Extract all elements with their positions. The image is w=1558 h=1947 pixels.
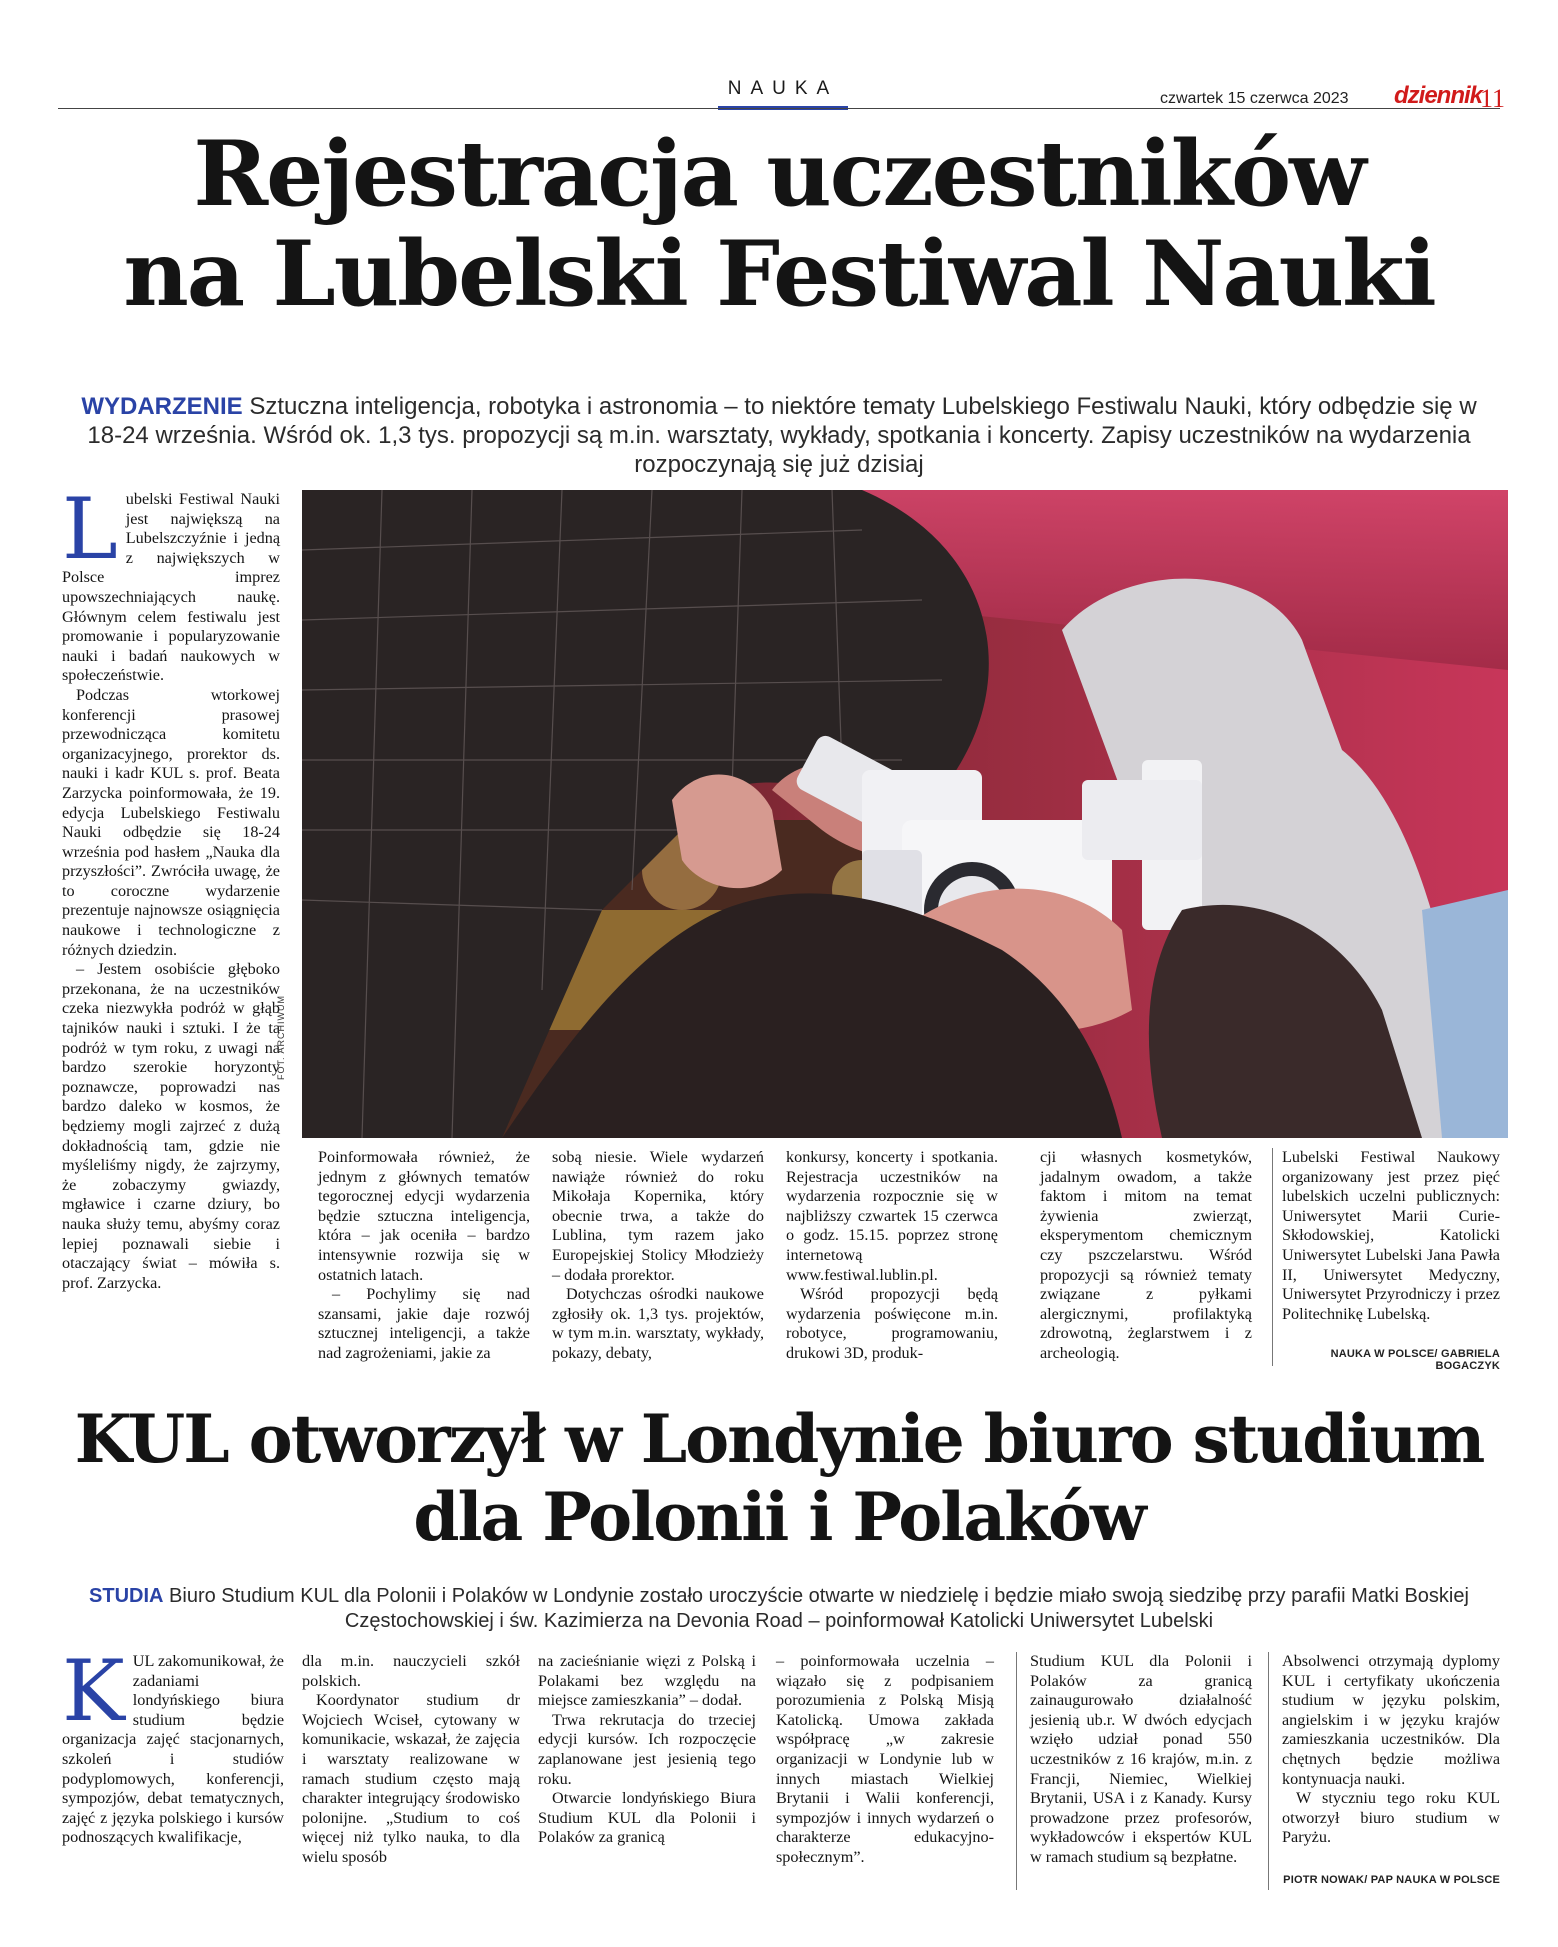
paragraph: Poinformowała również, że jednym z głównych tematów tegorocznej edycji wydarzenia będzie sztuczna inteligencja, która – jak oceniła – bardzo intensywnie rozwija się w ostatnich latach.	[318, 1148, 530, 1284]
newspaper-logo: dziennik	[1394, 82, 1483, 109]
paragraph: na zacieśnianie więzi z Polską i Polakami bez względu na miejsce zamieszkania” – dodał.	[538, 1652, 756, 1710]
article1-col2	[318, 1148, 530, 1364]
paragraph: Lubelski Festiwal Naukowy organizowany jest przez pięć lubelskich uczelni publicznych: Uniwersytet Marii Curie-Skłodowskiej, Katolicki Uniwersytet Lubelski Jana Pawła II, Uniwersytet Medyczny, Uniwersytet Przyrodniczy i przez Politechnikę Lubelską.	[1282, 1148, 1500, 1323]
paragraph: UL zakomunikował, że zadaniami londyńskiego biura studium będzie organizacja zajęć stacjonarnych, szkoleń i studiów podyplomowych, konferencji, sympozjów, debat tematycznych, zajęć z języka polskiego i kursów podnoszących kwalifikacje,	[62, 1652, 284, 1847]
lead-text: Sztuczna inteligencja, robotyka i astronomia – to niektóre tematy Lubelskiego Festiwalu Nauki, który odbędzie się w 18-24 września. Wśród ok. 1,3 tys. propozycji są m.in. warsztaty, wykłady, spotkania i koncerty. Zapisy uczestników na wydarzenia rozpoczynają się już dzisiaj	[87, 393, 1477, 478]
headline-line-1: Rejestracja uczestników	[193, 121, 1365, 227]
kicker: WYDARZENIE	[81, 393, 243, 420]
paragraph: – poinformowała uczelnia – wiązało się z podpisaniem porozumienia z Polską Misją Katolicką. Umowa zakłada współpracę „w zakresie organizacji w Londynie lub w innych miastach Wielkiej Brytanii i Walii konferencji, sympozjów i innych wydarzeń o charakterze edukacyjno-społecznym”.	[776, 1652, 994, 1866]
article2-headline	[40, 1400, 1518, 1556]
paragraph: Studium KUL dla Polonii i Polaków za granicą zainaugurowało działalność jesienią ub.r. W dwóch edycjach wzięło udział ponad 550 uczestników z 16 krajów, m.in. z Francji, Niemiec, Wielkiej Brytanii, USA i z Kanady. Kursy prowadzone przez profesorów, wykładowców i ekspertów KUL w ramach studium są bezpłatne.	[1030, 1652, 1252, 1866]
article1-col4	[786, 1148, 998, 1364]
article2-col3	[538, 1652, 756, 1848]
paragraph: Absolwenci otrzymają dyplomy KUL i certyfikaty ukończenia studium w języku polskim, angielskim i w języku krajów zamieszkania uczestników. Dla chętnych będzie możliwa kontynuacja nauki.	[1282, 1652, 1500, 1788]
kicker: STUDIA	[89, 1585, 164, 1607]
paragraph: dla m.in. nauczycieli szkół polskich.	[302, 1652, 520, 1690]
paragraph: W styczniu tego roku KUL otworzył biuro studium w Paryżu.	[1282, 1789, 1500, 1847]
section-label: NAUKA	[727, 78, 839, 99]
article2-col2	[302, 1652, 520, 1868]
issue-date: czwartek 15 czerwca 2023	[1160, 90, 1349, 107]
article2-col5	[1030, 1652, 1252, 1868]
column-rule	[1016, 1652, 1017, 1890]
paragraph: Otwarcie londyńskiego Biura Studium KUL dla Polonii i Polaków za granicą	[538, 1789, 756, 1847]
paragraph: – Pochylimy się nad szansami, jakie daje rozwój sztucznej inteligencji, a także nad zagrożeniami, jakie za	[318, 1285, 530, 1362]
article2-lead	[62, 1584, 1496, 1634]
lead-text: Biuro Studium KUL dla Polonii i Polaków w Londynie zostało uroczyście otwarte w niedzielę i będzie miało swoją siedzibę przy parafii Matki Boskiej Częstochowskiej i św. Kazimierza na Devonia Road – poinformował Katolicki Uniwersytet Lubelski	[163, 1585, 1469, 1632]
headline-line-2: na Lubelski Festiwal Nauki	[123, 221, 1435, 327]
article1-col3	[552, 1148, 764, 1364]
article1-col6	[1282, 1148, 1500, 1324]
paragraph: Trwa rekrutacja do trzeciej edycji kursów. Ich rozpoczęcie zaplanowane jest jesienią tego roku.	[538, 1710, 756, 1788]
drop-cap: L	[62, 480, 118, 578]
article-photo	[302, 490, 1508, 1138]
headline-line-1: KUL otworzył w Londynie biuro studium	[74, 1400, 1484, 1478]
paragraph: konkursy, koncerty i spotkania. Rejestracja uczestników na wydarzenia rozpocznie się w najbliższy czwartek 15 czerwca o godz. 15.15. poprzez stronę internetową www.festiwal.lublin.pl.	[786, 1148, 998, 1284]
paragraph: – Jestem osobiście głęboko przekonana, że na uczestników czeka niezwykła podróż w głąb tajników nauki i sztuki. I że ta podróż w tym roku, z uwagi na bardzo szerokie horyzonty poznawcze, poprowadzi nas bardzo daleko w kosmos, że będziemy mogli zajrzeć z dużą dokładnością tam, gdzie nie myśleliśmy nigdy, że zajrzymy, że zobaczymy gwiazdy, mgławice i czarne dziury, bo nauka służy temu, abyśmy coraz lepiej poznawali siebie i otaczający świat – mówiła s. prof. Zarzycka.	[62, 960, 280, 1292]
paragraph: ubelski Festiwal Nauki jest największą na Lubelszczyźnie i jedną z największych w Polsce imprez upowszechniających naukę. Głównym celem festiwalu jest promowanie i popularyzowanie nauki i badań naukowych w społeczeństwie.	[62, 490, 280, 685]
column-rule	[1272, 1148, 1273, 1366]
paragraph: Podczas wtorkowej konferencji prasowej przewodnicząca komitetu organizacyjnego, prorektor ds. nauki i kadr KUL s. prof. Beata Zarzycka poinformowała, że 19. edycja Lubelskiego Festiwalu Nauki odbędzie się 18-24 września pod hasłem „Nauka dla przyszłości”. Zwróciła uwagę, że to coroczne wydarzenie prezentuje najnowsze osiągnięcia naukowe i technologiczne z różnych dziedzin.	[62, 685, 280, 959]
paragraph: sobą niesie. Wiele wydarzeń nawiąże również do roku Mikołaja Kopernika, który obecnie trwa, a także do Lublina, tym razem jako Europejskiej Stolicy Młodzieży – dodała prorektor.	[552, 1148, 764, 1284]
drop-cap: K	[62, 1642, 125, 1740]
headline-line-2: dla Polonii i Polaków	[413, 1478, 1145, 1556]
paragraph: cji własnych kosmetyków, jadalnym owadom, a także faktom i mitom na temat żywienia zwierząt, eksperymentom chemicznym czy pszczelarstwu. Wśród propozycji są również tematy związane z pyłkami alergicznymi, profilaktyką zdrowotną, żeglarstwem i z archeologią.	[1040, 1148, 1252, 1362]
article1-col5	[1040, 1148, 1252, 1364]
paragraph: Koordynator studium dr Wojciech Wciseł, cytowany w komunikacie, wskazał, że zajęcia i warsztaty realizowane w ramach studium często mają charakter integrujący środowisko polonijne. „Studium to coś więcej niż tylko nauka, to dla wielu sposób	[302, 1691, 520, 1866]
article2-col1	[62, 1642, 284, 1848]
article2-col6	[1282, 1652, 1500, 1848]
paragraph: Wśród propozycji będą wydarzenia poświęcone m.in. robotyce, programowaniu, drukowi 3D, produk-	[786, 1285, 998, 1362]
article2-credit: PIOTR NOWAK/ PAP NAUKA W POLSCE	[1283, 1874, 1500, 1886]
microscope-photo-illustration	[302, 490, 1508, 1138]
article1-col1	[62, 480, 280, 1293]
article1-headline	[40, 121, 1518, 327]
paragraph: Dotychczas ośrodki naukowe zgłosiły ok. 1,3 tys. projektów, w tym m.in. warsztaty, wykłady, pokazy, debaty,	[552, 1285, 764, 1362]
page-number: 11	[1480, 84, 1506, 113]
photo-credit: FOT. ARCHIWUM	[276, 995, 286, 1080]
header-rule	[58, 108, 1500, 109]
column-rule	[1268, 1652, 1269, 1890]
article2-col4	[776, 1652, 994, 1868]
article1-lead	[62, 392, 1496, 479]
article1-credit: NAUKA W POLSCE/ GABRIELA BOGACZYK	[1330, 1348, 1500, 1372]
